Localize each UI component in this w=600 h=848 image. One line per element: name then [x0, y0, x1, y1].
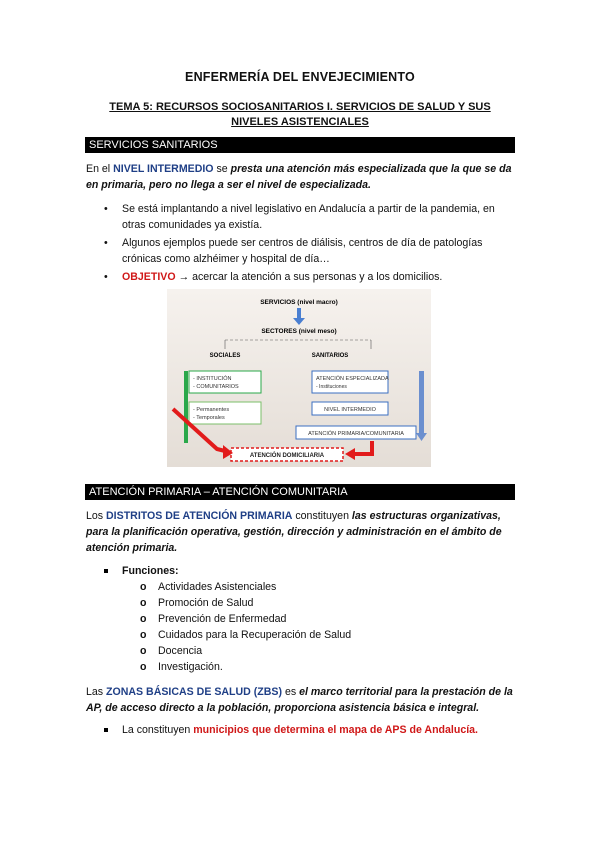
social-box-1-line2: - COMUNITARIOS: [193, 384, 239, 390]
zbs-paragraph: [86, 684, 516, 716]
section-heading-servicios: SERVICIOS SANITARIOS: [85, 137, 515, 153]
list-item: [140, 579, 440, 595]
services-label: SERVICIOS (nivel macro): [260, 299, 338, 306]
municipios-highlight: municipios que determina el mapa de APS de Andalucía.: [193, 724, 478, 736]
sanitary-label: SANITARIOS: [311, 353, 349, 359]
intro-italic: presta una atención más especializada que la que se da en primaria, pero no llega a ser el nivel de especializada.: [86, 163, 512, 191]
intro-prefix: Los: [86, 510, 107, 522]
sanitary-box-1-line1: ATENCIÓN ESPECIALIZADA: [316, 376, 389, 382]
home-care-label: ATENCIÓN DOMICILIARIA: [249, 453, 325, 459]
last-prefix: La constituyen: [122, 724, 194, 736]
document-title: ENFERMERÍA DEL ENVEJECIMIENTO: [185, 70, 415, 84]
bullet-dot-icon: •: [104, 203, 108, 215]
square-bullet-icon: [104, 569, 108, 573]
square-bullet-icon: [104, 728, 108, 732]
arrow-right-icon: →: [178, 271, 190, 283]
last-bullet: [100, 722, 516, 738]
green-bar: [184, 371, 188, 443]
function-text: Investigación.: [158, 661, 223, 673]
social-label: SOCIALES: [209, 353, 241, 359]
bullet-dot-icon: •: [104, 271, 108, 283]
zbs-highlight: ZONAS BÁSICAS DE SALUD (ZBS): [106, 686, 283, 698]
functions-list: [140, 579, 440, 675]
list-item: [100, 269, 516, 285]
functions-heading-item: [100, 563, 516, 579]
functions-label: Funciones:: [122, 565, 179, 577]
circle-bullet-icon: o: [140, 645, 147, 657]
circle-bullet-icon: o: [140, 661, 147, 673]
intro-mid: constituyen: [292, 510, 352, 522]
zbs-prefix: Las: [86, 686, 107, 698]
list-item: [100, 722, 516, 738]
list-item: [100, 235, 516, 267]
circle-bullet-icon: o: [140, 629, 147, 641]
services-diagram: [167, 289, 431, 467]
sanitary-box-2-label: NIVEL INTERMEDIO: [324, 407, 376, 413]
list-item: [100, 201, 516, 233]
sanitary-box-3-label: ATENCIÓN PRIMARIA/COMUNITARIA: [308, 431, 404, 437]
list-item: [100, 563, 516, 579]
social-box-2-line2: - Temporales: [193, 415, 225, 421]
list-item: [140, 643, 440, 659]
function-text: Docencia: [158, 645, 203, 657]
bullet-text: Se está implantando a nivel legislativo en Andalucía a partir de la pandemia, en otras comunidades ya existía.: [122, 203, 495, 231]
zbs-italic: el marco territorial para la prestación de la AP, de acceso directo a la población, proporciona asistencia básica e integral.: [86, 686, 513, 714]
objective-text: acercar la atención a sus personas y a los domicilios.: [189, 271, 443, 283]
nivel-intermedio-highlight: NIVEL INTERMEDIO: [113, 163, 214, 175]
intro-mid: se: [213, 163, 231, 175]
function-text: Cuidados para la Recuperación de Salud: [158, 629, 352, 641]
bullet-text: Algunos ejemplos puede ser centros de diálisis, centros de día de patologías crónicas como alzhéimer y hospital de día…: [122, 237, 483, 265]
document-subtitle: TEMA 5: RECURSOS SOCIOSANITARIOS I. SERVICIOS DE SALUD Y SUS NIVELES ASISTENCIALES: [109, 101, 491, 128]
circle-bullet-icon: o: [140, 581, 147, 593]
sectors-label: SECTORES (nivel meso): [261, 328, 337, 335]
social-box-1-line1: - INSTITUCIÓN: [193, 376, 232, 382]
social-box-2-line1: - Permanentes: [193, 407, 230, 413]
list-item: [140, 595, 440, 611]
list-item: [140, 627, 440, 643]
bullet-dot-icon: •: [104, 237, 108, 249]
objective-label: OBJETIVO: [122, 271, 176, 283]
intro-paragraph-nivel-intermedio: [86, 161, 516, 193]
circle-bullet-icon: o: [140, 613, 147, 625]
intro-prefix: En el: [86, 163, 114, 175]
zbs-mid: es: [282, 686, 300, 698]
function-text: Actividades Asistenciales: [158, 581, 277, 593]
sanitary-box-1-line2: - Instituciones: [316, 384, 347, 390]
list-item: [140, 611, 440, 627]
intro-paragraph-distritos: [86, 508, 516, 556]
distritos-highlight: DISTRITOS DE ATENCIÓN PRIMARIA: [106, 510, 293, 522]
circle-bullet-icon: o: [140, 597, 147, 609]
list-item: [140, 659, 440, 675]
intro-italic: las estructuras organizativas, para la planificación operativa, gestión, dirección y administración en el ámbito de atención primaria.: [86, 510, 502, 554]
section-heading-atencion-primaria: ATENCIÓN PRIMARIA – ATENCIÓN COMUNITARIA: [85, 484, 515, 500]
function-text: Promoción de Salud: [158, 597, 254, 609]
bullet-list-1: [100, 201, 516, 287]
function-text: Prevención de Enfermedad: [158, 613, 287, 625]
